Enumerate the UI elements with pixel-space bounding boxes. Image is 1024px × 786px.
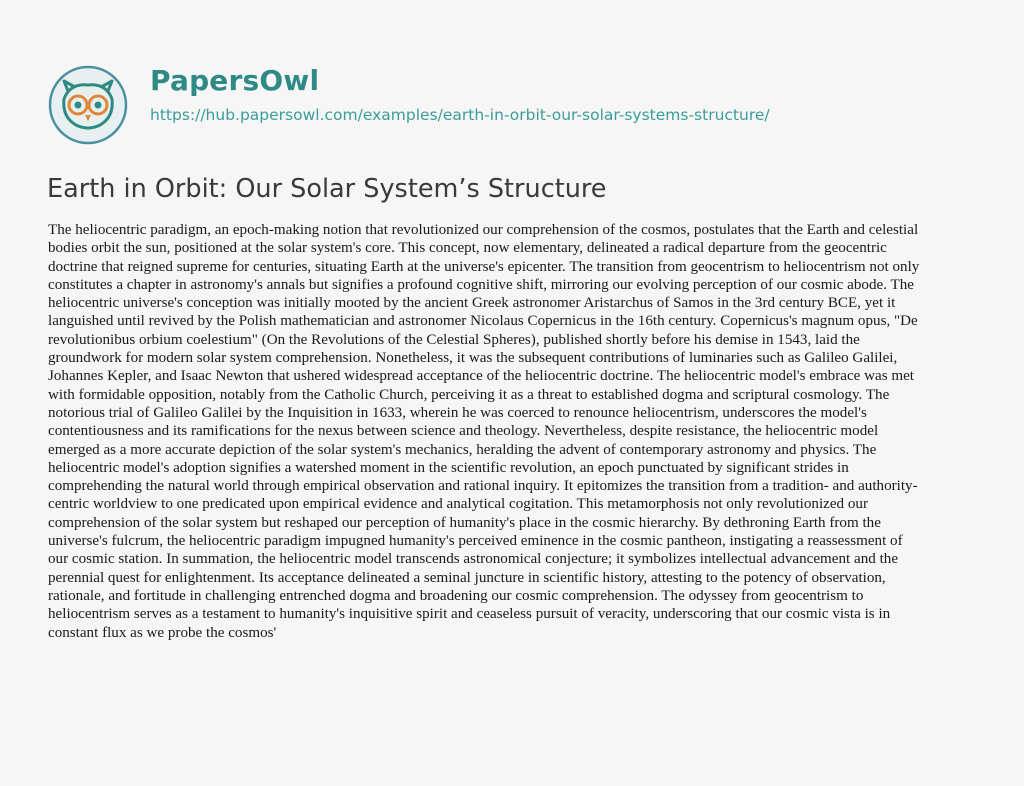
body-line: revolutionibus orbium coelestium" (On the Revolutions of the Celestial Spheres), published shortly before his demise in 1543, laid the (48, 331, 860, 348)
body-line: languished until revived by the Polish mathematician and astronomer Nicolaus Copernicus in the 16th century. Copernicus's magnum opus, "De (48, 313, 918, 330)
owl-eyes-logo-icon (48, 65, 128, 145)
body-line: heliocentric universe's conception was initially mooted by the ancient Greek astronomer Aristarchus of Samos in the 3rd century BCE, yet it (48, 295, 896, 312)
body-line: heliocentrism serves as a testament to humanity's inquisitive spirit and ceaseless pursuit of veracity, underscoring that our cosmic vista is in (48, 606, 891, 623)
brand-name: PapersOwl (150, 64, 320, 97)
body-line: rationale, and fortitude in challenging entrenched dogma and broadening our cosmic comprehension. The odyssey from geocentrism to (48, 587, 864, 604)
brand-block (150, 62, 770, 126)
body-line: The heliocentric paradigm, an epoch-making notion that revolutionized our comprehension of the cosmos, postulates that the Earth and celestial (48, 222, 919, 238)
body-line: constitutes a chapter in astronomy's annals but signifies a profound cognitive shift, mirroring our evolving perception of our cosmic abode. The (48, 276, 914, 293)
body-line: with formidable opposition, notably from the Catholic Church, perceiving it as a threat to established dogma and scriptural cosmology. The (48, 386, 890, 403)
body-line: centric worldview to one predicated upon empirical evidence and analytical cogitation. This metamorphosis not only revolutionized our (48, 496, 868, 513)
site-header (48, 62, 770, 142)
body-line: emerged as a more accurate depiction of the solar system's mechanics, heralding the advent of contemporary astronomy and physics. The (48, 441, 877, 458)
body-line: comprehension of the solar system but reshaped our perception of humanity's place in the cosmic hierarchy. By dethroning Earth from the (48, 514, 881, 531)
source-url-link[interactable]: https://hub.papersowl.com/examples/earth-in-orbit-our-solar-systems-structure/ (150, 106, 770, 124)
body-line: notorious trial of Galileo Galilei by the Inquisition in 1633, wherein he was coerced to renounce heliocentrism, underscores the model's (48, 404, 867, 421)
article-body (48, 221, 998, 642)
body-line: Johannes Kepler, and Isaac Newton that ushered widespread acceptance of the heliocentric doctrine. The heliocentric model's embrace was met (48, 368, 915, 385)
body-line: doctrine that reigned supreme for centuries, situating Earth at the universe's epicenter. The transition from geocentrism to heliocentrism not only (48, 258, 920, 275)
body-line: perennial quest for enlightenment. Its acceptance delineated a seminal juncture in scientific history, attesting to the potency of observation, (48, 569, 886, 586)
page-title: Earth in Orbit: Our Solar System’s Structure (47, 174, 607, 204)
body-line: comprehending the natural world through empirical observation and rational inquiry. It epitomizes the transition from a tradition- and authority- (48, 478, 918, 495)
body-line: bodies orbit the sun, positioned at the solar system's core. This concept, now elementary, delineated a radical departure from the geocentric (48, 240, 887, 257)
body-line: contentiousness and its ramifications for the nexus between science and theology. Nevertheless, despite resistance, the heliocentric model (48, 423, 879, 440)
body-line: constant flux as we probe the cosmos' (48, 624, 277, 641)
body-line: groundwork for modern solar system comprehension. Nonetheless, it was the subsequent contributions of luminaries such as Galileo Galilei, (48, 350, 898, 367)
body-line: our cosmic station. In summation, the heliocentric model transcends astronomical conjecture; it symbolizes intellectual advancement and the (48, 551, 899, 568)
body-line: heliocentric model's adoption signifies a watershed moment in the scientific revolution, an epoch punctuated by significant strides in (48, 459, 849, 476)
body-line: universe's fulcrum, the heliocentric paradigm impugned humanity's perceived eminence in the cosmic pantheon, instigating a reassessment of (48, 533, 903, 550)
